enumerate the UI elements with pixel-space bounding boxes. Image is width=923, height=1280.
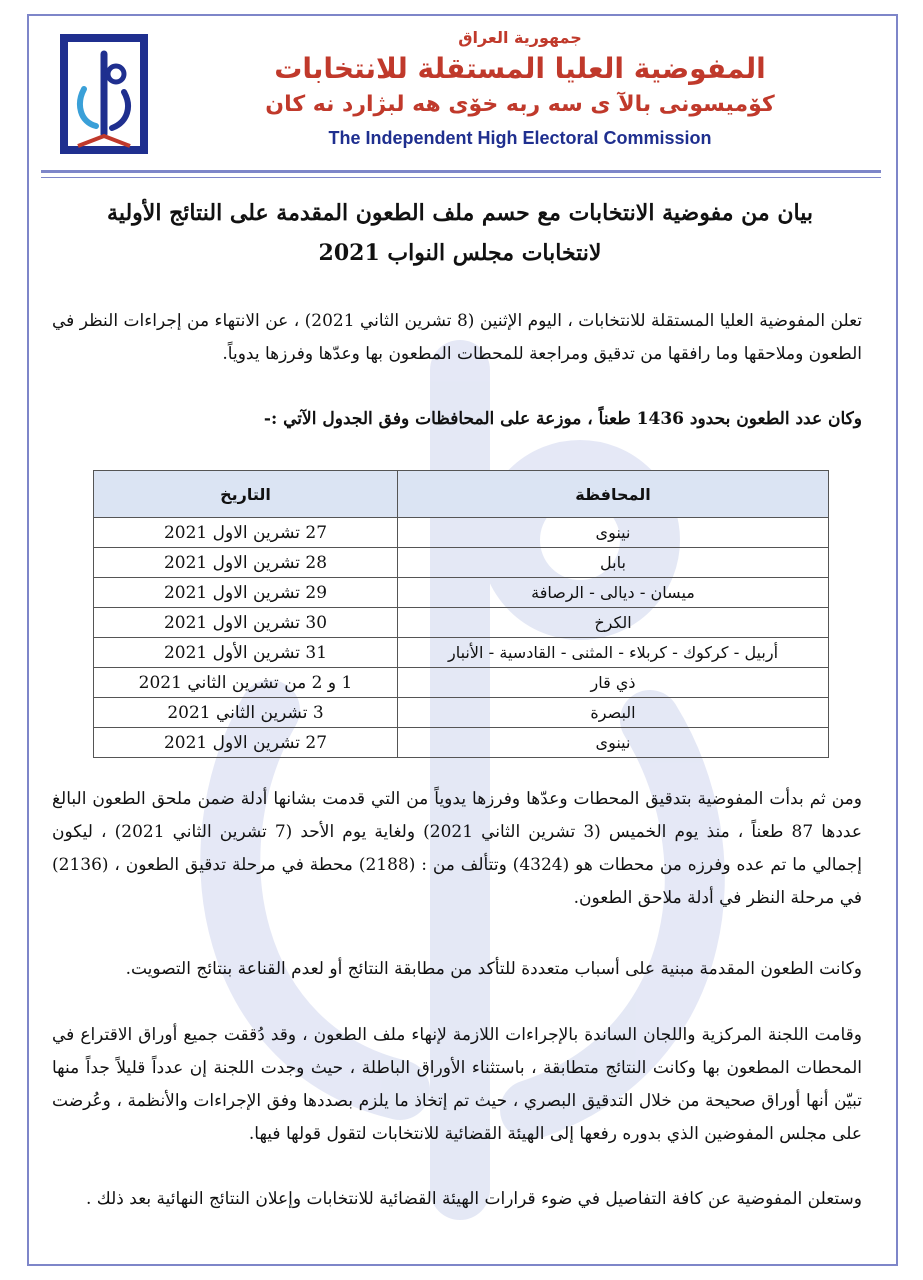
commission-name-arabic: المفوضية العليا المستقلة للانتخابات: [274, 52, 766, 85]
date-cell: 29 تشرين الاول 2021: [94, 578, 398, 608]
header-divider: [41, 170, 881, 173]
commission-name-kurdish: كۆميسونى بالآ ى سه ربه خۆى هه لبژارد نه كان: [265, 92, 775, 117]
intro-paragraph: تعلن المفوضية العليا المستقلة للانتخابات ، اليوم الإثنين (8 تشرين الثاني 2021) ، عن الانتهاء من إجراءات النظر في الطعون وملاحقها وما رافقها من تدقيق ومراجعة للمحطات المطعون بها وعدّها وفرزها يدوياً.: [52, 311, 863, 364]
table-row: [94, 578, 829, 608]
table-row: [94, 698, 829, 728]
table-row: [94, 518, 829, 548]
ihec-logo-icon: [60, 34, 148, 154]
table-row: [94, 548, 829, 578]
governorate-cell: الكرخ: [398, 608, 829, 638]
date-cell: 30 تشرين الاول 2021: [94, 608, 398, 638]
governorate-cell: أربيل - كركوك - كربلاء - المثنى - القادسية - الأنبار: [398, 638, 829, 668]
date-cell: 31 تشرين الأول 2021: [94, 638, 398, 668]
governorate-cell: ميسان - ديالى - الرصافة: [398, 578, 829, 608]
date-cell: 3 تشرين الثاني 2021: [94, 698, 398, 728]
commission-name-english: The Independent High Electoral Commission: [328, 128, 712, 148]
header-divider-thin: [41, 177, 881, 178]
table-row: [94, 668, 829, 698]
date-cell: 27 تشرين الاول 2021: [94, 518, 398, 548]
date-cell: 28 تشرين الاول 2021: [94, 548, 398, 578]
governorate-cell: البصرة: [398, 698, 829, 728]
appeals-count-line: وكان عدد الطعون بحدود 1436 طعناً ، موزعة على المحافظات وفق الجدول الآتي :-: [263, 409, 862, 429]
committee-paragraph: وقامت اللجنة المركزية واللجان الساندة بالإجراءات اللازمة لإنهاء ملف الطعون ، وقد دُققت جميع أوراق الاقتراع في المحطات المطعون بها وكانت النتائج متطابقة ، باستثناء الأوراق الباطلة ، حيث وجدت اللجنة إن عدداً قليلاً جداً منها تبيّن أنها أوراق صحيحة من خلال التدقيق البصري ، حيث تم إتخاذ ما يلزم بصددها وفق الإجراءات والأنظمة ، وعُرضت على مجلس المفوضين الذي بدوره رفعها إلى الهيئة القضائية للانتخابات لتقول قولها فيها.: [52, 1025, 862, 1144]
announcement-paragraph: وستعلن المفوضية عن كافة التفاصيل في ضوء قرارات الهيئة القضائية للانتخابات وإعلان النتائج النهائية بعد ذلك .: [85, 1189, 862, 1209]
table-row: [94, 638, 829, 668]
governorate-cell: نينوى: [398, 728, 829, 758]
date-cell: 27 تشرين الاول 2021: [94, 728, 398, 758]
commission-logo: [60, 34, 148, 154]
governorate-cell: بابل: [398, 548, 829, 578]
reasons-paragraph: وكانت الطعون المقدمة مبنية على أسباب متعددة للتأكد من مطابقة النتائج أو لعدم القناعة بنتائج التصويت.: [125, 959, 862, 979]
table-row: [94, 608, 829, 638]
governorate-cell: نينوى: [398, 518, 829, 548]
date-cell: 1 و 2 من تشرين الثاني 2021: [94, 668, 398, 698]
date-column-header: التاريخ: [94, 471, 398, 518]
statement-title: بيان من مفوضية الانتخابات مع حسم ملف الطعون المقدمة على النتائج الأولية: [107, 200, 813, 226]
country-name: جمهورية العراق: [458, 28, 582, 47]
table-row: [94, 728, 829, 758]
statement-subtitle: لانتخابات مجلس النواب 2021: [318, 240, 602, 266]
governorate-column-header: المحافظة: [398, 471, 829, 518]
appeals-schedule-table: [93, 470, 829, 758]
recount-paragraph: ومن ثم بدأت المفوضية بتدقيق المحطات وعدّها وفرزها يدوياً من التي قدمت بشانها أدلة ضمن ملحق الطعون البالغ عددها 87 طعناً ، منذ يوم الخميس (3 تشرين الثاني 2021) ولغاية يوم الأحد (7 تشرين الثاني 2021) ، ليكون إجمالي ما تم عده وفرزه من محطات هو (4324) وتتألف من : (2188) محطة في مرحلة تدقيق الطعون ، (2136) في مرحلة النظر في أدلة ملاحق الطعون.: [52, 789, 863, 908]
table-header-row: [94, 471, 829, 518]
governorate-cell: ذي قار: [398, 668, 829, 698]
